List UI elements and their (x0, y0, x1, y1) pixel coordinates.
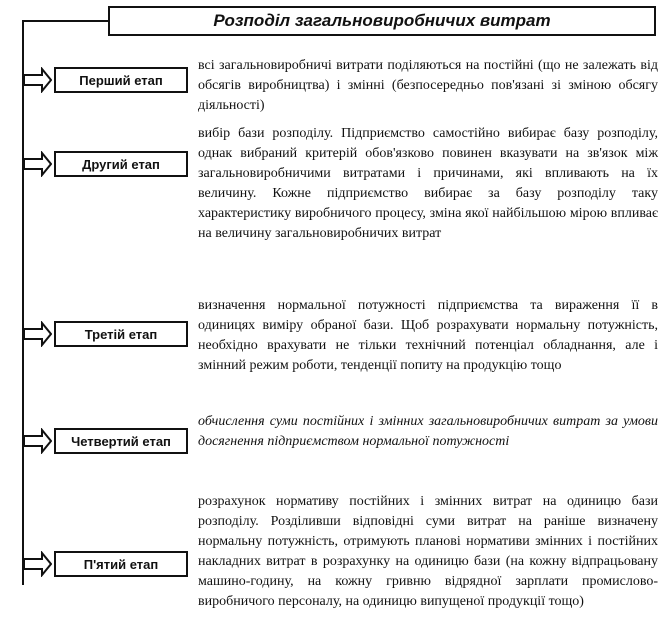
arrow-right-icon (22, 428, 52, 454)
stage-5-description: розрахунок нормативу постійних і змінних витрат на одиницю бази розподілу. Розділивши відповідні суми витрат на раніше визначену нормальну потужність, отримують планові нормативи змінних і постійних накладних витрат в розрахунку на одиницю бази (на кожну відпрацьовану машино-годину, на кожну гривню відрядної зарплати промислово-виробничого персоналу, на одиницю випущеної продукції тощо) (198, 494, 658, 609)
stage-3-description: визначення нормальної потужності підприємства та вираження її в одиницях виміру обраної бази. Щоб розрахувати нормальну потужність, необхідно врахувати не тільки технічний потенціал обладнання, але і змінний режим роботи, тенденції попиту на продукцію тощо (198, 298, 658, 373)
vertical-spine-line (22, 20, 24, 585)
stage-4-box: Четвертий етап (54, 428, 188, 454)
arrow-right-icon (22, 551, 52, 577)
title-connector-line (22, 20, 108, 22)
stage-2-description: вибір бази розподілу. Підприємство самостійно вибирає базу розподілу, однак вибраний критерій обов'язково повинен вказувати на зв'язок між загальновиробничими витратами і причинами, які впливають на їх величину. Кожне підприємство вибирає за базу розподілу таку характеристику виробничого процесу, зміна якої найбільшою мірою впливає на величину загальновиробничих витрат (198, 126, 658, 241)
stage-1-box: Перший етап (54, 67, 188, 93)
stage-5-box: П'ятий етап (54, 551, 188, 577)
stage-3-box: Третій етап (54, 321, 188, 347)
diagram-title: Розподіл загальновиробничих витрат (108, 6, 656, 36)
arrow-right-icon (22, 67, 52, 93)
stage-1-description: всі загальновиробничі витрати поділяються на постійні (що не залежать від обсягів виробництва) і змінні (безпосередньо пов'язані зі зміною обсягу діяльності) (198, 58, 658, 113)
stage-2-box: Другий етап (54, 151, 188, 177)
stage-4-description: обчислення суми постійних і змінних загальновиробничих витрат за умови досягнення підприємством нормальної потужності (198, 414, 658, 449)
arrow-right-icon (22, 151, 52, 177)
arrow-right-icon (22, 321, 52, 347)
